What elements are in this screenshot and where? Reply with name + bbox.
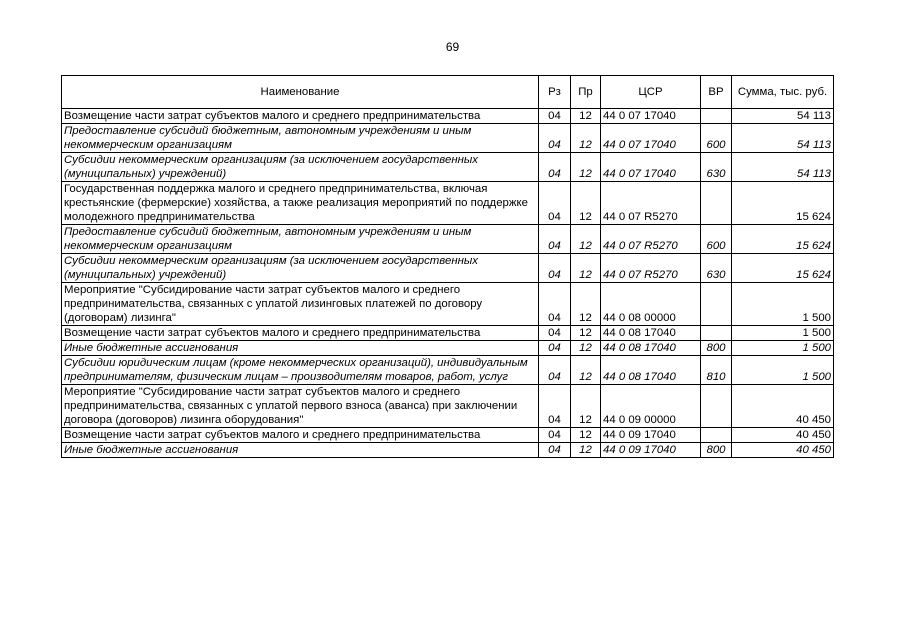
row-csr-cell: 44 0 07 17040 — [601, 153, 701, 182]
column-header-pr: Пр — [571, 76, 601, 109]
table-row — [62, 225, 834, 254]
row-vr-cell — [701, 326, 732, 341]
row-rz-cell: 04 — [539, 341, 571, 356]
row-name-cell: Предоставление субсидий бюджетным, автономным учреждениям и иным некоммерческим организациям — [62, 124, 539, 153]
row-pr-cell: 12 — [571, 356, 601, 385]
row-pr-cell: 12 — [571, 153, 601, 182]
row-sum-cell: 1 500 — [732, 326, 834, 341]
table-row — [62, 283, 834, 326]
row-vr-cell — [701, 283, 732, 326]
row-name-cell: Субсидии некоммерческим организациям (за исключением государственных (муниципальных) учреждений) — [62, 254, 539, 283]
column-header-sum: Сумма, тыс. руб. — [732, 76, 834, 109]
row-vr-cell: 630 — [701, 254, 732, 283]
table-row — [62, 182, 834, 225]
row-pr-cell: 12 — [571, 428, 601, 443]
row-csr-cell: 44 0 09 17040 — [601, 443, 701, 458]
row-vr-cell — [701, 385, 732, 428]
row-csr-cell: 44 0 07 17040 — [601, 109, 701, 124]
row-pr-cell: 12 — [571, 385, 601, 428]
row-rz-cell: 04 — [539, 443, 571, 458]
row-name-cell: Возмещение части затрат субъектов малого и среднего предпринимательства — [62, 326, 539, 341]
row-rz-cell: 04 — [539, 153, 571, 182]
row-vr-cell — [701, 428, 732, 443]
row-name-cell: Субсидии юридическим лицам (кроме некоммерческих организаций), индивидуальным предпринимателям, физическим лицам – производителям товаров, работ, услуг — [62, 356, 539, 385]
table-row — [62, 254, 834, 283]
row-csr-cell: 44 0 08 17040 — [601, 326, 701, 341]
row-rz-cell: 04 — [539, 326, 571, 341]
row-pr-cell: 12 — [571, 341, 601, 356]
page-number: 69 — [445, 40, 460, 54]
row-csr-cell: 44 0 08 00000 — [601, 283, 701, 326]
row-pr-cell: 12 — [571, 254, 601, 283]
table-row — [62, 341, 834, 356]
table-header — [62, 76, 834, 109]
row-sum-cell: 1 500 — [732, 356, 834, 385]
row-pr-cell: 12 — [571, 225, 601, 254]
column-header-rz: Рз — [539, 76, 571, 109]
row-sum-cell: 15 624 — [732, 254, 834, 283]
row-pr-cell: 12 — [571, 124, 601, 153]
row-vr-cell: 630 — [701, 153, 732, 182]
table-row — [62, 428, 834, 443]
row-sum-cell: 54 113 — [732, 109, 834, 124]
row-name-cell: Мероприятие "Субсидирование части затрат субъектов малого и среднего предпринимательства, связанных с уплатой лизинговых платежей по договору (договорам) лизинга" — [62, 283, 539, 326]
row-csr-cell: 44 0 07 R5270 — [601, 225, 701, 254]
row-vr-cell: 600 — [701, 124, 732, 153]
row-sum-cell: 15 624 — [732, 225, 834, 254]
row-vr-cell — [701, 109, 732, 124]
row-csr-cell: 44 0 09 00000 — [601, 385, 701, 428]
row-sum-cell: 40 450 — [732, 443, 834, 458]
row-sum-cell: 40 450 — [732, 428, 834, 443]
row-vr-cell: 600 — [701, 225, 732, 254]
row-pr-cell: 12 — [571, 326, 601, 341]
row-csr-cell: 44 0 08 17040 — [601, 356, 701, 385]
row-rz-cell: 04 — [539, 182, 571, 225]
row-name-cell: Государственная поддержка малого и среднего предпринимательства, включая крестьянские (фермерские) хозяйства, а также реализация мероприятий по поддержке молодежного предпринимательства — [62, 182, 539, 225]
row-csr-cell: 44 0 07 17040 — [601, 124, 701, 153]
table-row — [62, 124, 834, 153]
row-vr-cell — [701, 182, 732, 225]
row-name-cell: Иные бюджетные ассигнования — [62, 443, 539, 458]
table-row — [62, 385, 834, 428]
row-rz-cell: 04 — [539, 109, 571, 124]
row-rz-cell: 04 — [539, 428, 571, 443]
row-csr-cell: 44 0 09 17040 — [601, 428, 701, 443]
row-vr-cell: 800 — [701, 443, 732, 458]
row-sum-cell: 54 113 — [732, 124, 834, 153]
row-sum-cell: 54 113 — [732, 153, 834, 182]
row-sum-cell: 15 624 — [732, 182, 834, 225]
row-rz-cell: 04 — [539, 385, 571, 428]
column-header-vr: ВР — [701, 76, 732, 109]
row-rz-cell: 04 — [539, 254, 571, 283]
table-row — [62, 443, 834, 458]
row-rz-cell: 04 — [539, 225, 571, 254]
row-sum-cell: 40 450 — [732, 385, 834, 428]
row-pr-cell: 12 — [571, 109, 601, 124]
table-row — [62, 153, 834, 182]
row-sum-cell: 1 500 — [732, 283, 834, 326]
row-name-cell: Предоставление субсидий бюджетным, автономным учреждениям и иным некоммерческим организациям — [62, 225, 539, 254]
row-csr-cell: 44 0 08 17040 — [601, 341, 701, 356]
table-body — [62, 109, 834, 458]
row-rz-cell: 04 — [539, 283, 571, 326]
column-header-name: Наименование — [62, 76, 539, 109]
row-name-cell: Возмещение части затрат субъектов малого и среднего предпринимательства — [62, 109, 539, 124]
row-name-cell: Возмещение части затрат субъектов малого и среднего предпринимательства — [62, 428, 539, 443]
table-row — [62, 326, 834, 341]
row-pr-cell: 12 — [571, 443, 601, 458]
budget-table — [61, 75, 834, 458]
row-name-cell: Субсидии некоммерческим организациям (за исключением государственных (муниципальных) учреждений) — [62, 153, 539, 182]
row-pr-cell: 12 — [571, 283, 601, 326]
row-pr-cell: 12 — [571, 182, 601, 225]
table-row — [62, 109, 834, 124]
row-rz-cell: 04 — [539, 124, 571, 153]
row-rz-cell: 04 — [539, 356, 571, 385]
row-vr-cell: 800 — [701, 341, 732, 356]
row-csr-cell: 44 0 07 R5270 — [601, 182, 701, 225]
row-name-cell: Иные бюджетные ассигнования — [62, 341, 539, 356]
row-vr-cell: 810 — [701, 356, 732, 385]
row-name-cell: Мероприятие "Субсидирование части затрат субъектов малого и среднего предпринимательства, связанных с уплатой первого взноса (аванса) при заключении договора (договоров) лизинга оборудования" — [62, 385, 539, 428]
row-csr-cell: 44 0 07 R5270 — [601, 254, 701, 283]
row-sum-cell: 1 500 — [732, 341, 834, 356]
table-row — [62, 356, 834, 385]
column-header-csr: ЦСР — [601, 76, 701, 109]
